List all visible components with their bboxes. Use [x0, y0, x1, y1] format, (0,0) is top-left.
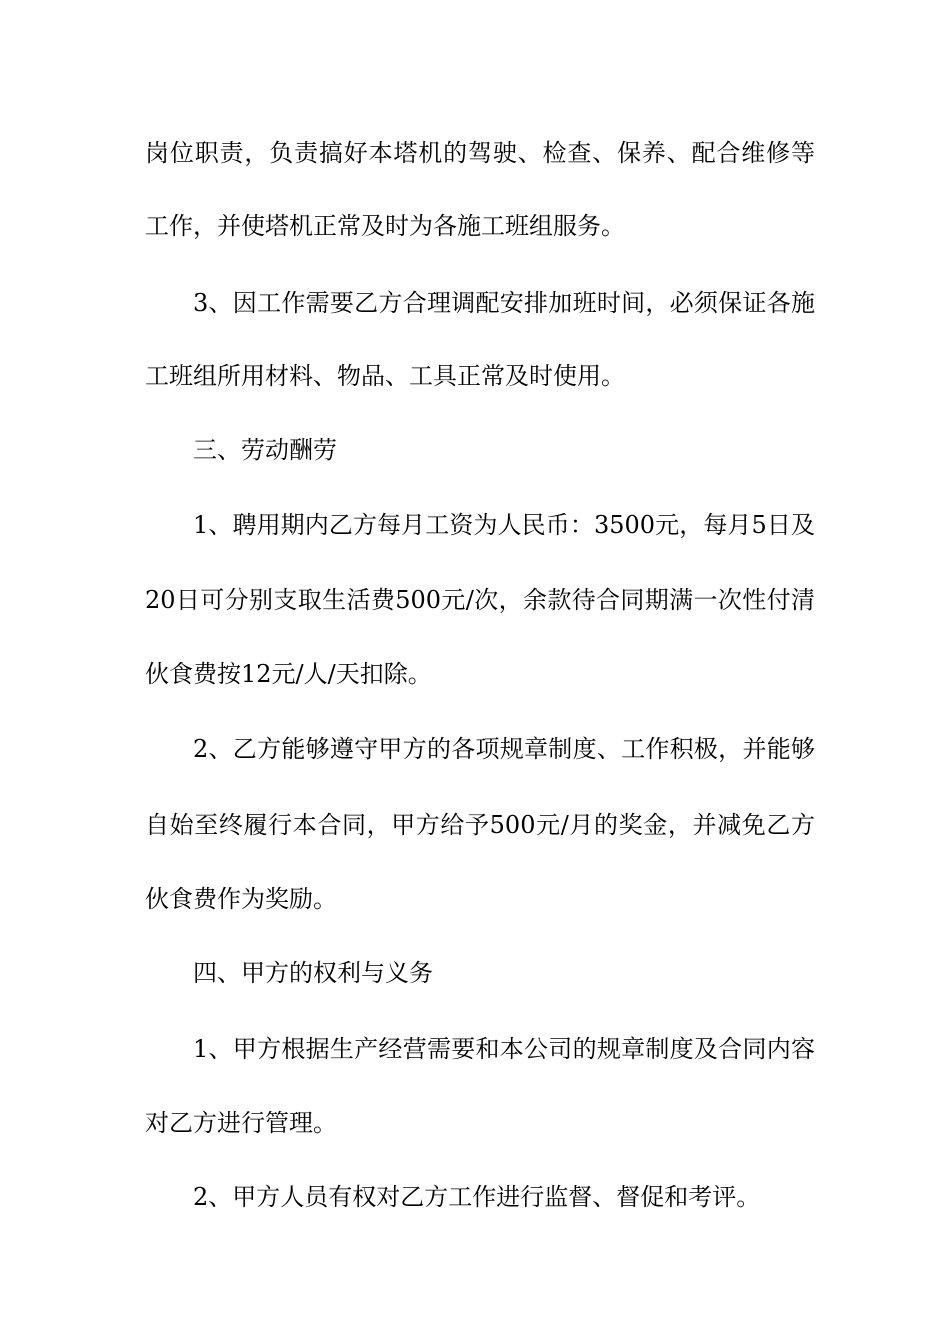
paragraph-line: 2、甲方人员有权对乙方工作进行监督、督促和考评。 [193, 1183, 761, 1211]
section-heading: 四、甲方的权利与义务 [193, 959, 433, 987]
section-heading: 三、劳动酬劳 [193, 436, 337, 464]
paragraph-line: 自始至终履行本合同，甲方给予500元/月的奖金，并减免乙方 [145, 811, 815, 839]
paragraph-line: 3、因工作需要乙方合理调配安排加班时间，必须保证各施 [193, 289, 815, 317]
paragraph-line: 20日可分别支取生活费500元/次，余款待合同期满一次性付清 [145, 586, 815, 614]
paragraph-line: 岗位职责，负责搞好本塔机的驾驶、检查、保养、配合维修等 [145, 139, 815, 167]
paragraph-line: 2、乙方能够遵守甲方的各项规章制度、工作积极，并能够 [193, 735, 815, 763]
paragraph-line: 工作，并使塔机正常及时为各施工班组服务。 [145, 212, 625, 240]
paragraph-line: 对乙方进行管理。 [145, 1109, 337, 1137]
paragraph-line: 1、甲方根据生产经营需要和本公司的规章制度及合同内容 [193, 1035, 815, 1063]
paragraph-line: 伙食费按12元/人/天扣除。 [145, 660, 432, 688]
paragraph-line: 伙食费作为奖励。 [145, 885, 337, 913]
paragraph-line: 工班组所用材料、物品、工具正常及时使用。 [145, 362, 625, 390]
paragraph-line: 1、聘用期内乙方每月工资为人民币：3500元，每月5日及 [193, 511, 815, 539]
